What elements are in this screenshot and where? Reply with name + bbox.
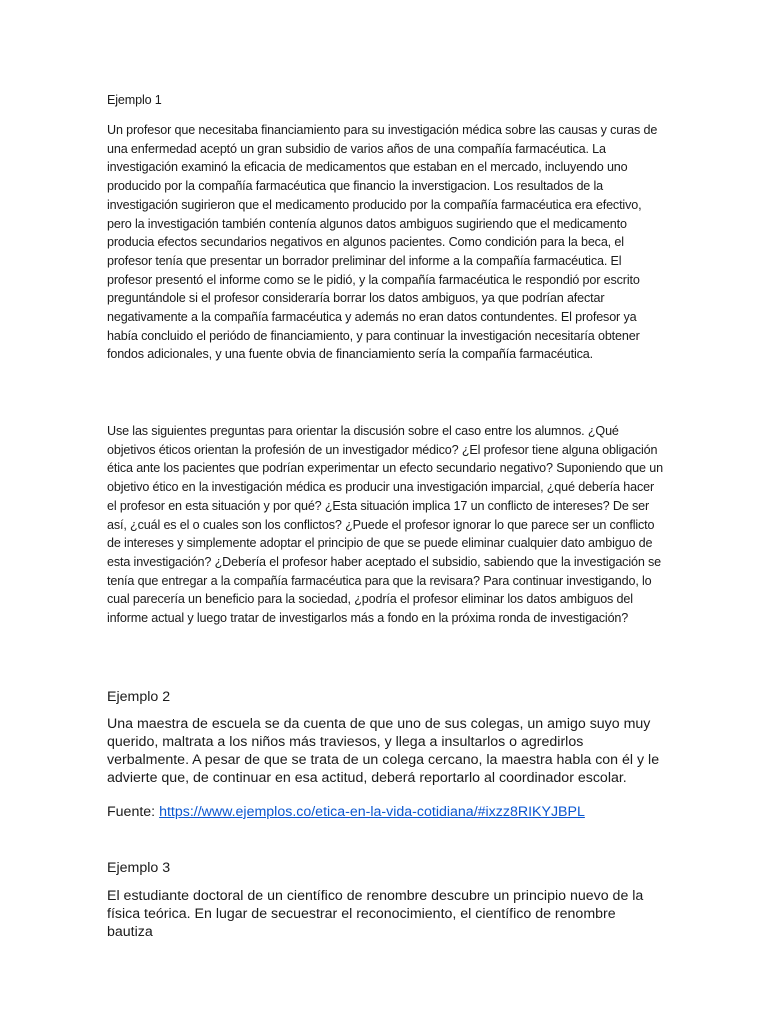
- source-label: Fuente:: [107, 804, 160, 820]
- example-2-paragraph: Una maestra de escuela se da cuenta de que uno de sus colegas, un amigo suyo muy querido, maltrata a los niños más traviesos, y llega a insultarlos o agredirlos verbalmente. A pesar de que se trata de un colega cercano, la maestra habla con él y le advierte que, de continuar en esa actitud, deberá reportarlo al coordinador escolar.: [107, 716, 660, 786]
- source-link[interactable]: https://www.ejemplos.co/etica-en-la-vida-cotidiana/#ixzz8RIKYJBPL: [159, 804, 585, 820]
- example-1-paragraph: Un profesor que necesitaba financiamiento para su investigación médica sobre las causas y curas de una enfermedad aceptó un gran subsidio de varios años de una compañía farmacéutica. La investigación examinó la eficacia de medicamentos que estaban en el mercado, incluyendo uno producido por la compañía farmacéutica que financio la inverstigacion. Los resultados de la investigación sugirieron que el medicamento producido por la compañía farmacéutica era efectivo, pero la investigación también contenía algunos datos ambiguos sugiriendo que el medicamento producia efectos secundarios negativos en algunos pacientes. Como condición para la beca, el profesor tenía que presentar un borrador preliminar del informe a la compañía farmacéutica. El profesor presentó el informe como se le pidió, y la compañía farmacéutica le respondió por escrito preguntándole si el profesor consideraría borrar los datos ambiguos, ya que podrían afectar negativamente a la compañía farmacéutica y además no eran datos contundentes. El profesor ya había concluido el periódo de financiamiento, y para continuar la investigación necesitaría obtener fondos adicionales, y una fuente obvia de financiamiento sería la compañía farmacéutica.: [107, 123, 658, 362]
- example-1-heading: Ejemplo 1: [107, 93, 162, 107]
- example-3-paragraph: El estudiante doctoral de un científico de renombre descubre un principio nuevo de la física teórica. En lugar de secuestrar el reconocimiento, el científico de renombre bautiza: [107, 888, 644, 940]
- example-3-heading: Ejemplo 3: [107, 860, 171, 876]
- example-1-questions-paragraph: Use las siguientes preguntas para orientar la discusión sobre el caso entre los alumnos. ¿Qué objetivos éticos orientan la profesión de un investigador médico? ¿El profesor tiene alguna obligación ética ante los pacientes que podrían experimentar un efecto secundario negativo? Suponiendo que un objetivo ético en la investigación médica es producir una investigación imparcial, ¿qué debería hacer el profesor en esta situación y por qué? ¿Esta situación implica 17 un conflicto de intereses? De ser así, ¿cuál es el o cuales son los conflictos? ¿Puede el profesor ignorar lo que parece ser un conflicto de intereses y simplemente adoptar el principio de que se puede eliminar cualquier dato ambiguo de esta investigación? ¿Debería el profesor haber aceptado el subsidio, sabiendo que la investigación se tenía que entregar a la compañía farmacéutica para que la revisara? Para continuar investigando, lo cual parecería un beneficio para la sociedad, ¿podría el profesor eliminar los datos ambiguos del informe actual y luego tratar de investigarlos más a fondo en la próxima ronda de investigación?: [107, 424, 663, 626]
- example-2-source: [107, 803, 663, 821]
- example-2-heading: Ejemplo 2: [107, 689, 171, 705]
